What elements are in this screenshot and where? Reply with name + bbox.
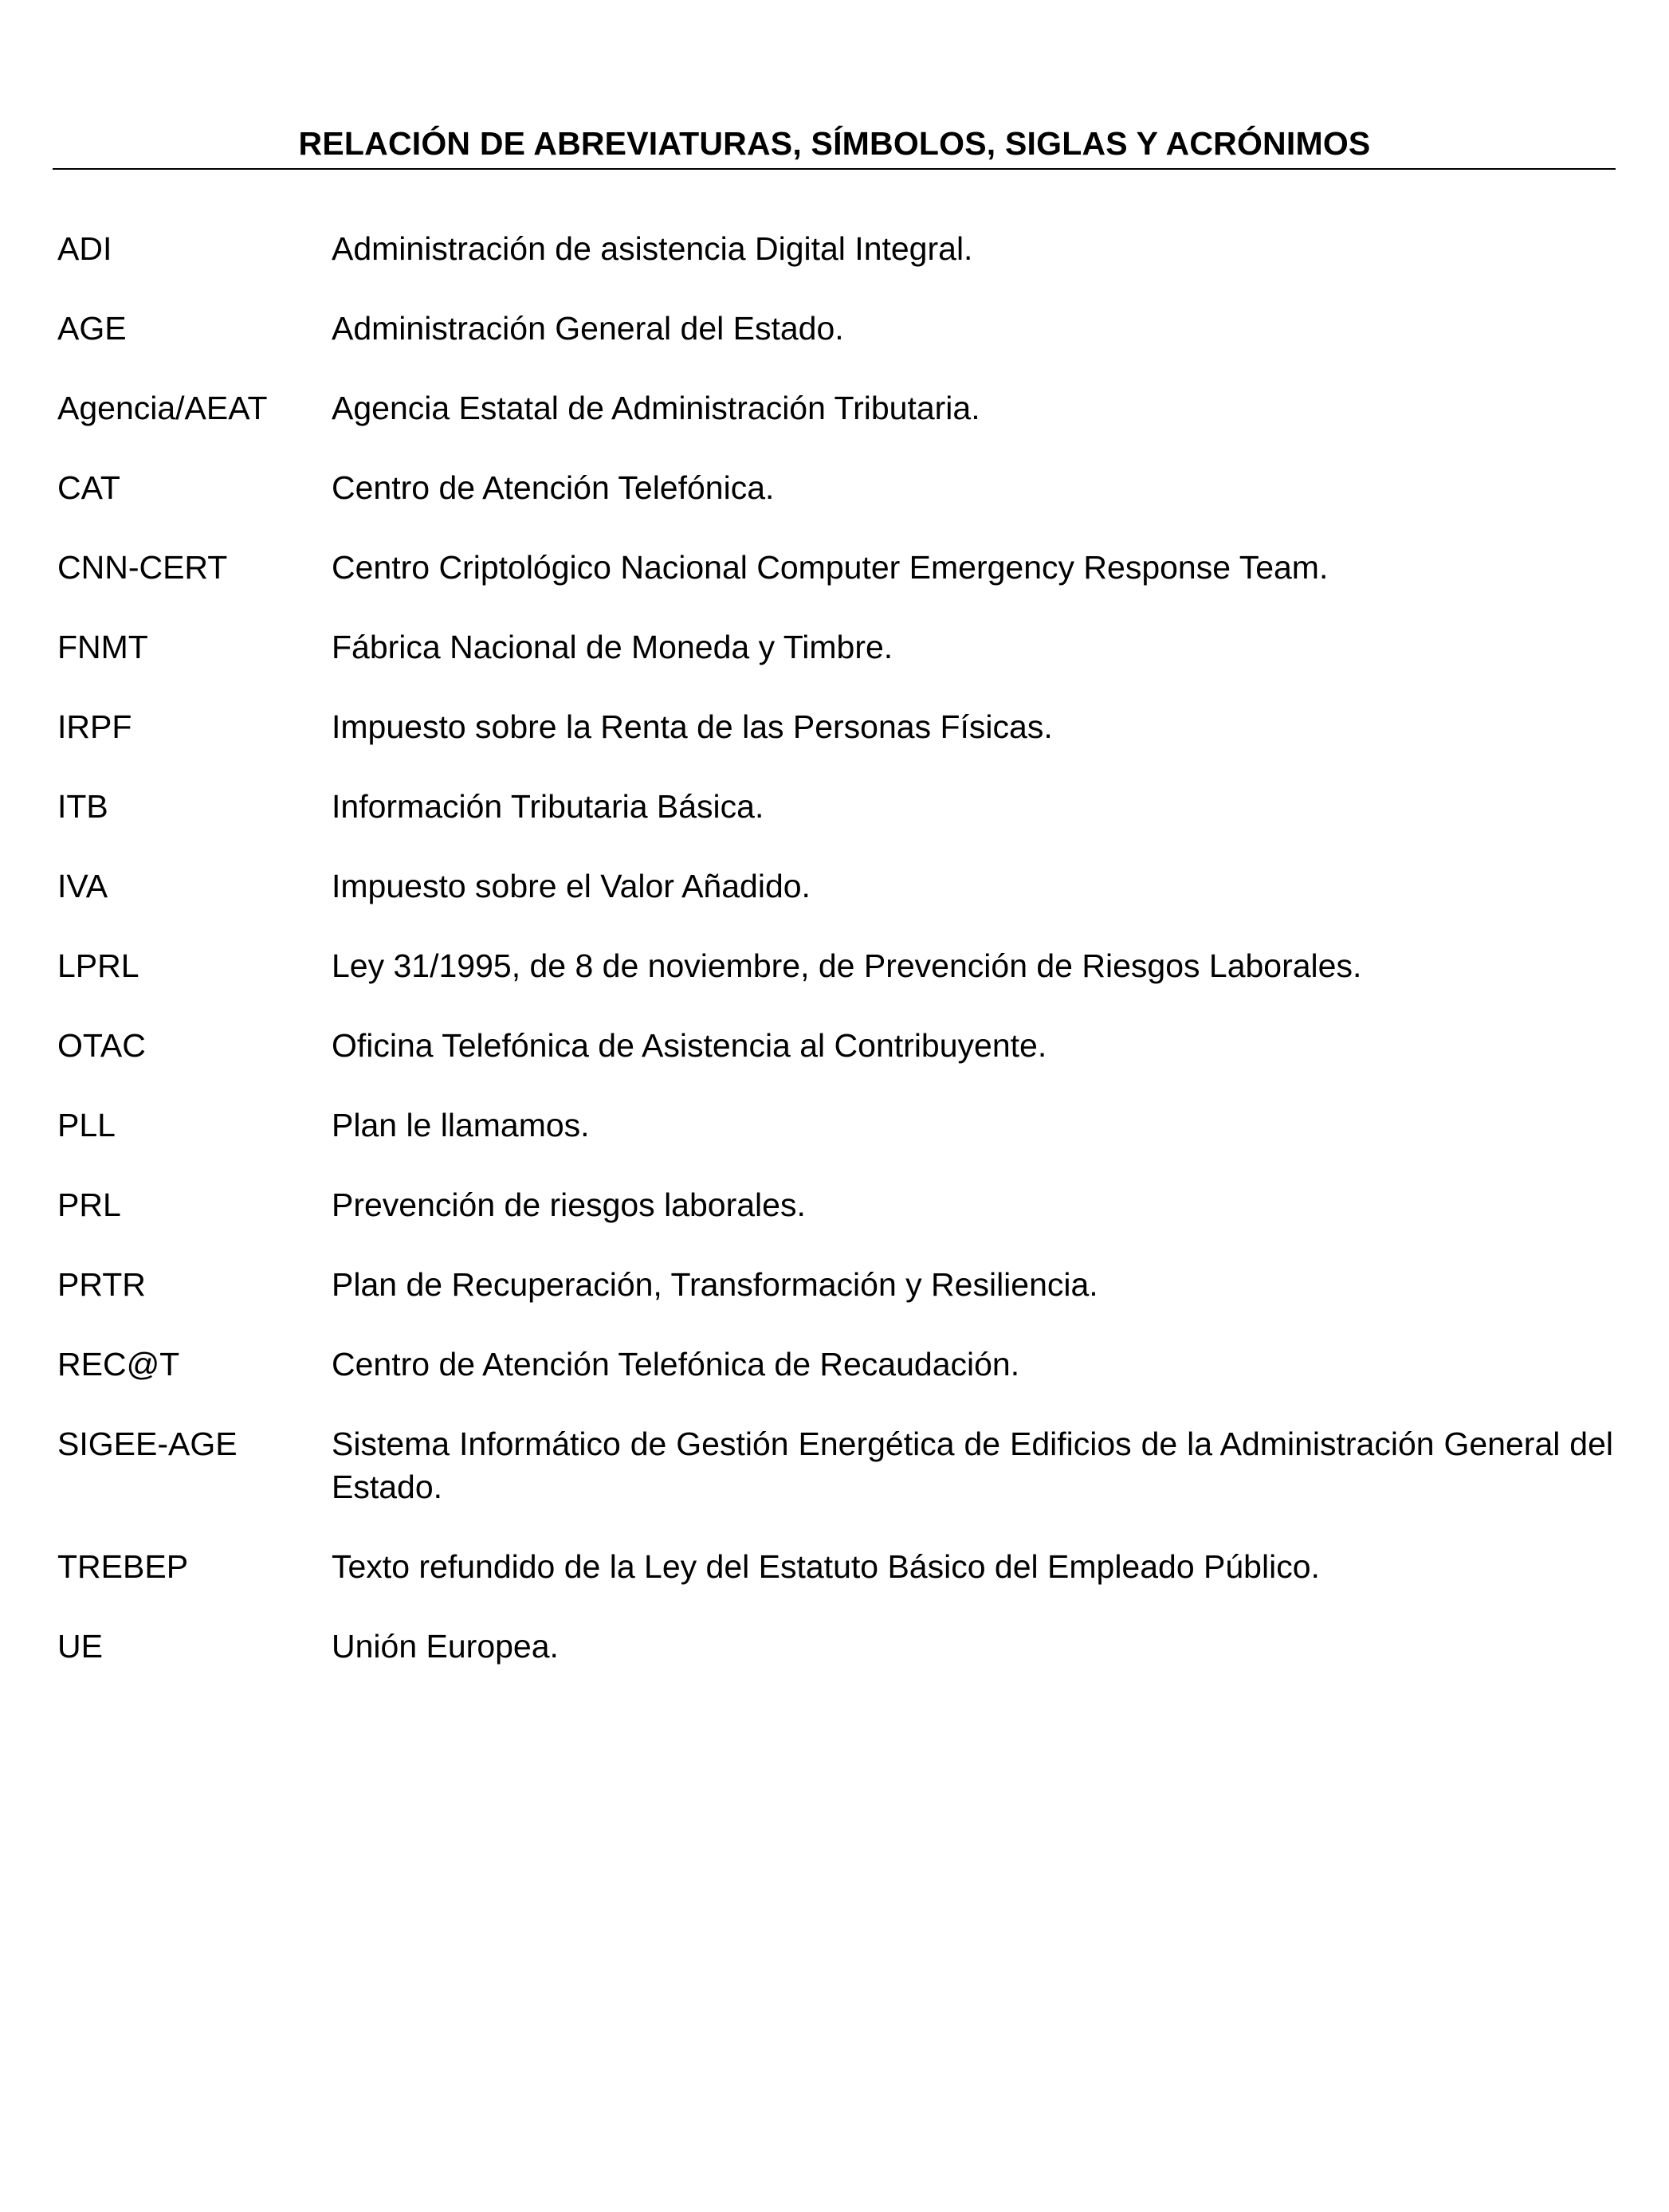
abbreviation-definition: Sistema Informático de Gestión Energética de Edificios de la Administración General del Estado. — [332, 1426, 1613, 1505]
abbreviation-term: ADI — [57, 230, 112, 267]
abbreviation-term: OTAC — [57, 1027, 146, 1064]
abbreviation-term: ITB — [57, 788, 108, 825]
abbreviation-definition: Unión Europea. — [332, 1628, 559, 1665]
abbreviation-row-prtr — [57, 1263, 1613, 1306]
abbreviation-row-ue — [57, 1625, 1613, 1668]
abbreviation-row-fnmt — [57, 626, 1613, 669]
abbreviation-term: REC@T — [57, 1346, 180, 1382]
abbreviation-definition: Oficina Telefónica de Asistencia al Contribuyente. — [332, 1027, 1047, 1064]
abbreviation-list — [57, 227, 1613, 1704]
abbreviation-term: AGE — [57, 310, 127, 347]
abbreviation-term: CNN-CERT — [57, 549, 228, 586]
abbreviation-definition: Ley 31/1995, de 8 de noviembre, de Prevención de Riesgos Laborales. — [332, 947, 1362, 984]
abbreviation-definition: Centro de Atención Telefónica. — [332, 469, 775, 506]
abbreviation-row-aeat — [57, 386, 1613, 429]
abbreviation-definition: Agencia Estatal de Administración Tributaria. — [332, 390, 980, 426]
abbreviation-definition: Administración General del Estado. — [332, 310, 844, 347]
abbreviation-row-prl — [57, 1183, 1613, 1226]
abbreviation-row-lprl — [57, 944, 1613, 987]
abbreviation-term: LPRL — [57, 947, 139, 984]
abbreviation-definition: Administración de asistencia Digital Integral. — [332, 230, 973, 267]
abbreviation-definition: Plan de Recuperación, Transformación y Resiliencia. — [332, 1266, 1098, 1303]
title-divider — [53, 168, 1616, 170]
abbreviation-row-trebep — [57, 1545, 1613, 1588]
abbreviation-term: PLL — [57, 1107, 116, 1143]
abbreviation-row-iva — [57, 865, 1613, 908]
abbreviation-definition: Texto refundido de la Ley del Estatuto Básico del Empleado Público. — [332, 1548, 1320, 1585]
abbreviation-definition: Prevención de riesgos laborales. — [332, 1186, 806, 1223]
abbreviation-definition: Centro Criptológico Nacional Computer Emergency Response Team. — [332, 549, 1329, 586]
abbreviation-term: Agencia/AEAT — [57, 390, 268, 426]
abbreviation-definition: Plan le llamamos. — [332, 1107, 590, 1143]
abbreviation-term: SIGEE-AGE — [57, 1426, 238, 1462]
abbreviation-term: IRPF — [57, 708, 132, 745]
abbreviation-term: TREBEP — [57, 1548, 189, 1585]
abbreviation-term: CAT — [57, 469, 120, 506]
abbreviation-definition: Centro de Atención Telefónica de Recaudación. — [332, 1346, 1020, 1382]
abbreviation-term: PRL — [57, 1186, 121, 1223]
page-title: RELACIÓN DE ABREVIATURAS, SÍMBOLOS, SIGLAS Y ACRÓNIMOS — [298, 125, 1371, 162]
abbreviation-row-irpf — [57, 705, 1613, 748]
abbreviation-row-recat — [57, 1343, 1613, 1386]
abbreviation-term: IVA — [57, 868, 108, 904]
abbreviation-row-age — [57, 307, 1613, 350]
abbreviation-row-pll — [57, 1104, 1613, 1147]
abbreviation-row-adi — [57, 227, 1613, 270]
abbreviation-definition: Impuesto sobre el Valor Añadido. — [332, 868, 811, 904]
abbreviation-definition: Fábrica Nacional de Moneda y Timbre. — [332, 629, 893, 665]
abbreviation-definition: Información Tributaria Básica. — [332, 788, 764, 825]
abbreviation-row-otac — [57, 1024, 1613, 1067]
abbreviation-row-cat — [57, 466, 1613, 509]
abbreviation-definition: Impuesto sobre la Renta de las Personas Físicas. — [332, 708, 1053, 745]
abbreviation-row-sigee-age — [57, 1422, 1613, 1508]
abbreviation-row-itb — [57, 785, 1613, 828]
abbreviation-term: PRTR — [57, 1266, 146, 1303]
abbreviation-term: UE — [57, 1628, 103, 1665]
abbreviation-term: FNMT — [57, 629, 148, 665]
abbreviation-row-cnn-cert — [57, 546, 1613, 589]
